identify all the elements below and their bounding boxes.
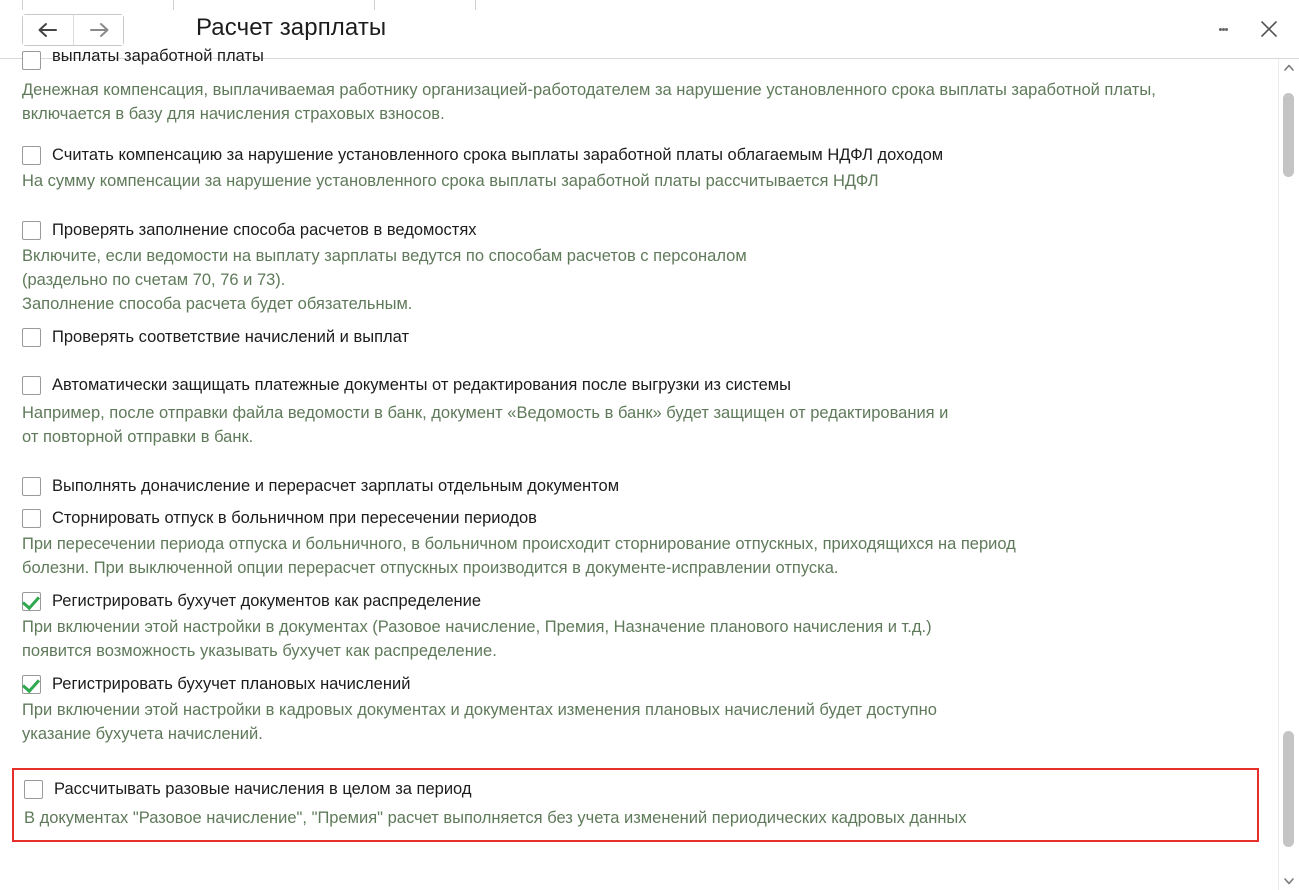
checkbox-protect-payment-docs[interactable] [22,376,41,395]
description-storno-vacation-line2: болезни. При выключенной опции перерасчет отпускных производится в документе-исправлении отпуска. [22,559,839,577]
description-protect-payment-docs-line2: от повторной отправки в банк. [22,428,254,446]
label-storno-vacation: Сторнировать отпуск в больничном при пересечении периодов [52,509,537,527]
checkbox-clipped-top[interactable] [22,51,41,70]
setting-row-check-accruals-payments[interactable] [22,326,1277,348]
tab-segment [0,0,23,10]
arrow-left-icon[interactable] [23,15,73,45]
tab-segment [375,0,476,10]
description-compensation-base: Денежная компенсация, выплачиваемая работнику организацией-работодателем за нарушение установленного срока выплаты заработной платы, включается в базу для начисления страховых взносов. [22,81,1156,123]
scrollbar-track[interactable] [1279,77,1299,872]
tab-segment [23,0,174,10]
label-one-time-accruals-period: Рассчитывать разовые начисления в целом за период [54,780,472,798]
description-register-planned-accruals-line1: При включении этой настройки в кадровых документах и документах изменения плановых начислений будет доступно [22,701,937,719]
checkbox-storno-vacation[interactable] [22,509,41,528]
arrow-right-icon[interactable] [73,15,123,45]
tab-segment [174,0,375,10]
label-protect-payment-docs: Автоматически защищать платежные документы от редактирования после выгрузки из системы [52,376,791,394]
close-icon[interactable] [1255,14,1283,44]
setting-row-storno-vacation[interactable] [22,507,1277,529]
settings-content [0,47,1299,890]
setting-row-check-payment-method[interactable] [22,219,1277,241]
checkbox-one-time-accruals-period[interactable] [24,780,43,799]
label-register-planned-accruals-accounting: Регистрировать бухучет плановых начислений [52,675,411,693]
description-register-accounting-distribution-line1: При включении этой настройки в документах (Разовое начисление, Премия, Назначение планового начисления и т.д.) [22,618,932,636]
clipped-top-row [22,47,1277,73]
tab-strip [0,0,1299,10]
setting-row-protect-payment-docs[interactable] [22,374,1277,396]
label-check-payment-method: Проверять заполнение способа расчетов в ведомостях [52,221,477,239]
label-ndfl-compensation: Считать компенсацию за нарушение установленного срока выплаты заработной платы облагаемым НДФЛ доходом [52,146,944,164]
description-one-time-accruals-period: В документах "Разовое начисление", "Премия" расчет выполняется без учета изменений периодических кадровых данных [24,809,967,827]
checkbox-check-accruals-payments[interactable] [22,328,41,347]
description-protect-payment-docs-line1: Например, после отправки файла ведомости в банк, документ «Ведомость в банк» будет защищен от редактирования и [22,404,949,422]
label-check-accruals-payments: Проверять соответствие начислений и выплат [52,328,410,346]
description-register-planned-accruals-line2: указание бухучета начислений. [22,725,263,743]
scrollbar-thumb-lower[interactable] [1283,731,1294,847]
highlighted-setting-block [12,768,1259,842]
settings-scroll-body [0,47,1277,890]
checkbox-ndfl-compensation[interactable] [22,146,41,165]
checkbox-register-accounting-distribution[interactable] [22,592,41,611]
kebab-menu-icon[interactable] [1209,14,1237,44]
clipped-top-label: выплаты заработной платы [52,47,264,65]
checkbox-check-payment-method[interactable] [22,221,41,240]
description-ndfl-compensation: На сумму компенсации за нарушение установленного срока выплаты заработной платы рассчитывается НДФЛ [22,172,879,190]
window-controls [1209,14,1283,44]
vertical-scrollbar[interactable] [1278,59,1299,890]
setting-row-one-time-accruals-period[interactable] [24,778,1247,800]
description-storno-vacation-line1: При пересечении периода отпуска и больничного, в больничном происходит сторнирование отпускных, приходящихся на период [22,535,1016,553]
scrollbar-thumb-upper[interactable] [1283,93,1294,177]
description-check-payment-method-line1: Включите, если ведомости на выплату зарплаты ведутся по способам расчетов с персоналом [22,247,747,265]
setting-row-ndfl-compensation[interactable] [22,144,1277,166]
checkbox-separate-recalc-doc[interactable] [22,477,41,496]
description-register-accounting-distribution-line2: появится возможность указывать бухучет как распределение. [22,642,497,660]
checkbox-register-planned-accruals-accounting[interactable] [22,675,41,694]
label-register-accounting-distribution: Регистрировать бухучет документов как распределение [52,592,482,610]
scroll-down-icon[interactable] [1279,872,1299,890]
setting-row-register-planned-accruals-accounting[interactable] [22,673,1277,695]
scroll-up-icon[interactable] [1279,59,1299,77]
setting-row-separate-recalc-doc[interactable] [22,475,1277,497]
label-separate-recalc-doc: Выполнять доначисление и перерасчет зарплаты отдельным документом [52,477,620,495]
setting-row-register-accounting-distribution[interactable] [22,590,1277,612]
description-check-payment-method-line3: Заполнение способа расчета будет обязательным. [22,295,413,313]
page-title: Расчет зарплаты [196,14,387,41]
description-check-payment-method-line2: (раздельно по счетам 70, 76 и 73). [22,271,286,289]
navigation-buttons [22,14,124,46]
